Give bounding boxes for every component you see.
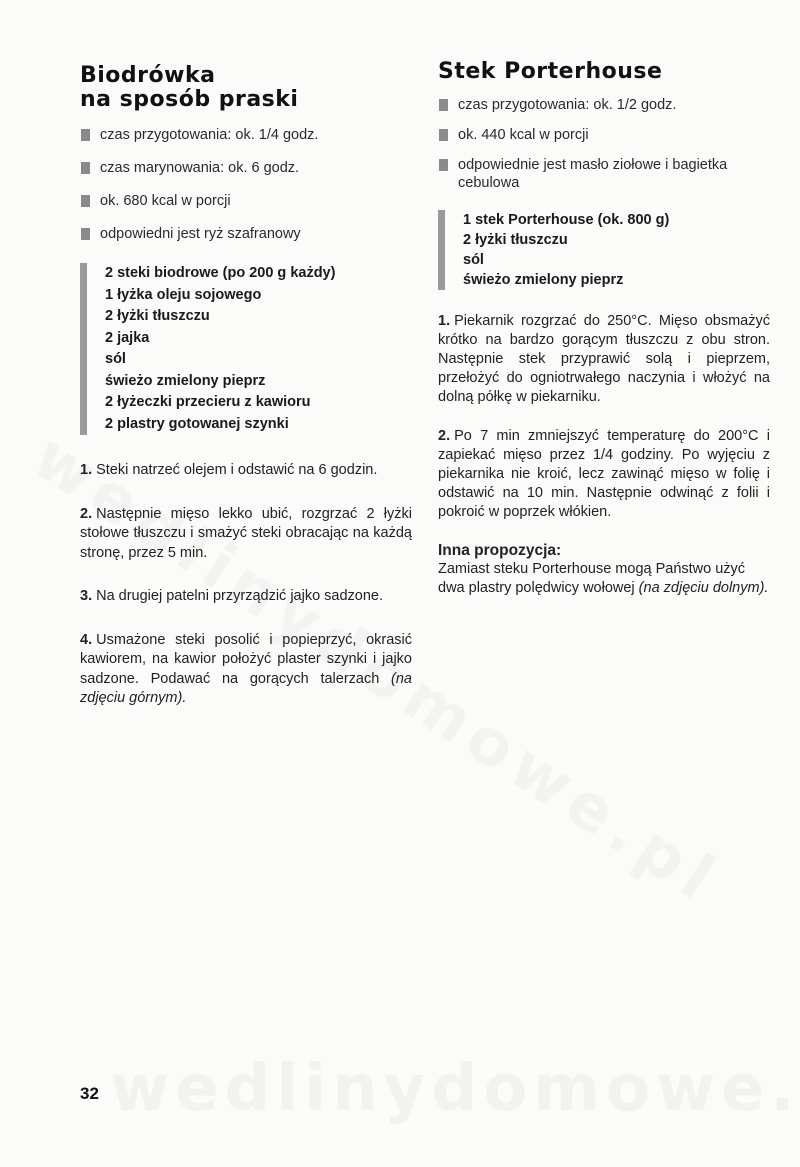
ingredient: 2 łyżki tłuszczu — [105, 308, 210, 324]
ingredient: 2 plastry gotowanej szynki — [105, 415, 289, 432]
step-text: Po 7 min zmniejszyć temperaturę do 200°C i zapiekać mięso przez 1/4 godziny. Po wyjęciu z piekarnika nie kroić, lecz zawinąć mięso w folię i odstawić na 10 min. Następnie odwinąć z folii i pokroić w poprzek włókien. — [438, 428, 770, 520]
ingredient: 2 jajka — [105, 329, 150, 346]
step-number: 2. — [80, 505, 93, 522]
recipe-right — [438, 60, 770, 598]
ingredient: 1 stek Porterhouse (ok. 800 g) — [463, 212, 670, 228]
step — [80, 505, 412, 564]
info-item: odpowiedni jest ryż szafranowy — [80, 225, 412, 243]
alternative-body: Zamiast steku Porterhouse mogą Państwo użyć dwa plastry polędwicy wołowej — [438, 561, 746, 596]
step-number: 1. — [80, 462, 93, 478]
info-item: czas marynowania: ok. 6 godz. — [80, 159, 412, 177]
info-list — [80, 126, 412, 243]
info-item: odpowiednie jest masło ziołowe i bagietka cebulowa — [438, 156, 770, 192]
recipe-left — [80, 64, 412, 733]
ingredients-list — [80, 263, 412, 435]
ingredient: 2 łyżki tłuszczu — [463, 232, 568, 248]
step — [80, 587, 412, 607]
recipe-title: Stek Porterhouse — [438, 59, 663, 84]
ingredient: 2 steki biodrowe (po 200 g każdy) — [105, 265, 336, 281]
info-list — [438, 96, 770, 192]
step — [438, 312, 770, 407]
recipe-title — [80, 64, 412, 112]
title-line-1: Biodrówka — [80, 63, 216, 88]
alternative-text — [438, 560, 770, 598]
step-text: Usmażone steki posolić i popieprzyć, okrasić kawiorem, na kawior położyć plaster szynki i jajko sadzone. Podawać na gorących talerzach — [80, 631, 412, 687]
step-number: 3. — [80, 588, 93, 604]
ingredients-list — [438, 210, 770, 290]
page-number: 32 — [80, 1084, 99, 1103]
step-text: Piekarnik rozgrzać do 250°C. Mięso obsmażyć krótko na bardzo gorącym tłuszczu z obu stron. Następnie stek przyprawić solą i pieprzem, przełożyć do ogniotrwałego naczynia i włożyć na dolną półkę w piekarniku. — [438, 313, 770, 405]
ingredient: 1 łyżka oleju sojowego — [105, 286, 262, 303]
info-item: ok. 440 kcal w porcji — [438, 126, 770, 144]
step-number: 1. — [438, 313, 451, 329]
step — [80, 461, 412, 481]
step-number: 2. — [438, 428, 451, 444]
alternative-heading: Inna propozycja: — [438, 542, 562, 559]
step — [438, 427, 770, 522]
info-item: ok. 680 kcal w porcji — [80, 192, 412, 210]
ingredient: 2 łyżeczki przecieru z kawioru — [105, 394, 311, 410]
step-text: Steki natrzeć olejem i odstawić na 6 godzin. — [96, 462, 378, 478]
step — [80, 631, 412, 709]
ingredient: sól — [105, 351, 126, 367]
info-item: czas przygotowania: ok. 1/2 godz. — [438, 96, 770, 114]
info-item: czas przygotowania: ok. 1/4 godz. — [80, 126, 412, 144]
step-photo-note: (na zdjęciu górnym). — [80, 670, 412, 706]
ingredient: świeżo zmielony pieprz — [463, 272, 624, 288]
title-line-2: na sposób praski — [80, 87, 299, 112]
step-number: 4. — [80, 631, 93, 648]
watermark-bottom — [110, 1052, 800, 1126]
ingredient: świeżo zmielony pieprz — [105, 372, 266, 389]
step-text: Na drugiej patelni przyrządzić jajko sadzone. — [96, 588, 384, 604]
ingredient: sól — [463, 252, 484, 268]
alternative-photo-note: (na zdjęciu dolnym). — [638, 580, 769, 596]
step-text: Następnie mięso lekko ubić, rozgrzać 2 łyżki stołowe tłuszczu i smażyć steki obracając na każdą stronę, przez 5 min. — [80, 505, 412, 561]
